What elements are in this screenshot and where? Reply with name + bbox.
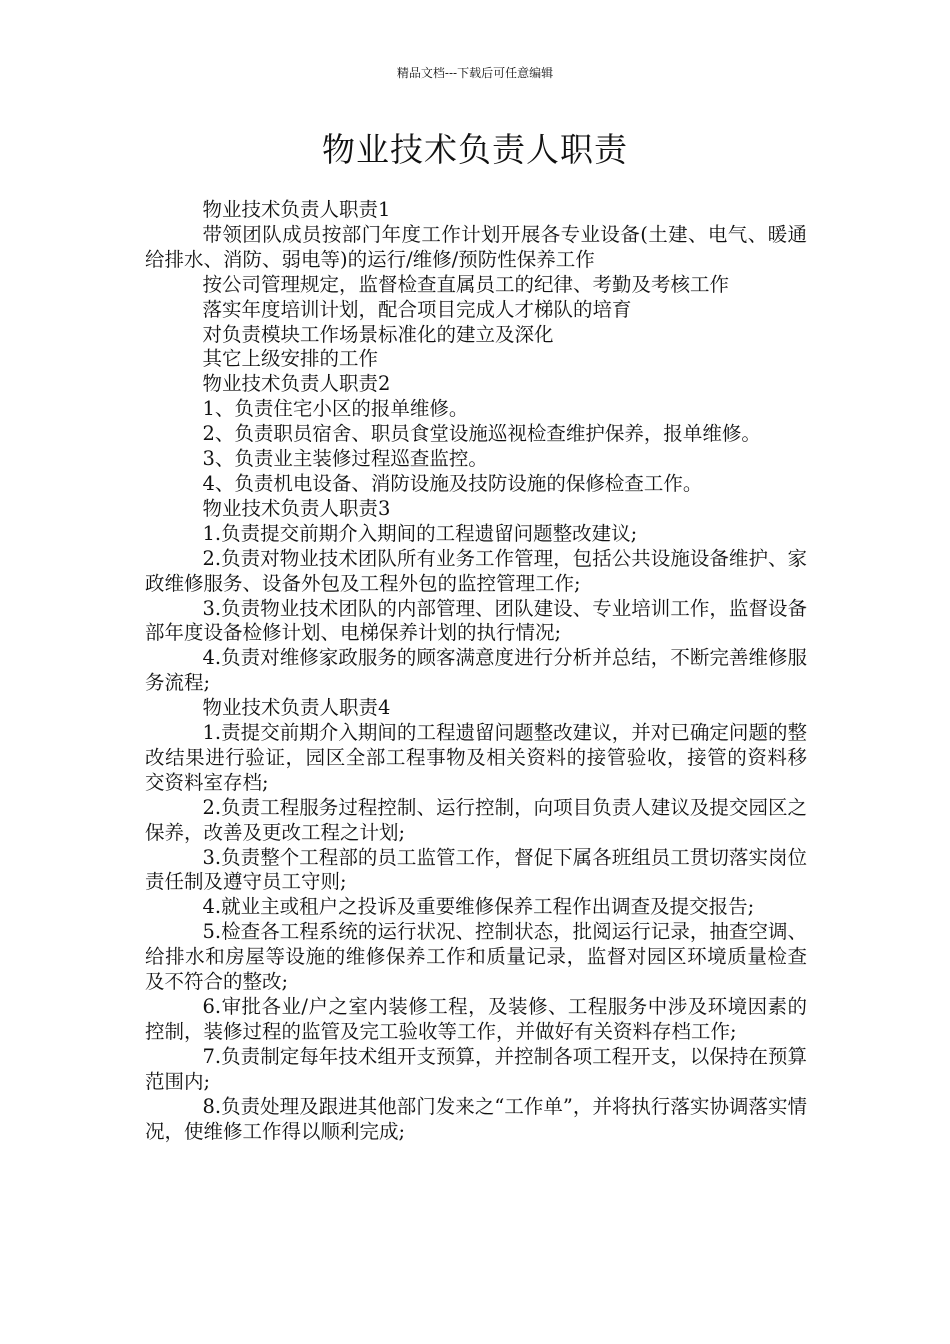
paragraph: 1、负责住宅小区的报单维修。 <box>202 397 469 421</box>
paragraph: 4.负责对维修家政服务的顾客满意度进行分析并总结，不断完善维修服务流程; <box>145 646 807 695</box>
paragraph: 1.责提交前期介入期间的工程遗留问题整改建议，并对已确定问题的整改结果进行验证，园区全部工程事物及相关资料的接管验收，接管的资料移交资料室存档; <box>145 721 807 794</box>
paragraph: 带领团队成员按部门年度工作计划开展各专业设备(土建、电气、暖通给排水、消防、弱电等)的运行/维修/预防性保养工作 <box>145 222 807 271</box>
paragraph: 3.负责整个工程部的员工监管工作，督促下属各班组员工贯切落实岗位责任制及遵守员工守则; <box>145 845 807 894</box>
paragraph: 对负责模块工作场景标准化的建立及深化 <box>202 322 554 346</box>
paragraph: 3.负责物业技术团队的内部管理、团队建设、专业培训工作，监督设备部年度设备检修计划、电梯保养计划的执行情况; <box>145 596 807 645</box>
paragraph: 其它上级安排的工作 <box>202 347 379 371</box>
paragraph: 2.负责工程服务过程控制、运行控制，向项目负责人建议及提交园区之保养，改善及更改工程之计划; <box>145 795 807 844</box>
paragraph: 8.负责处理及跟进其他部门发来之“工作单”，并将执行落实协调落实情况，使维修工作得以顺利完成; <box>145 1094 807 1143</box>
paragraph: 按公司管理规定，监督检查直属员工的纪律、考勤及考核工作 <box>202 272 730 296</box>
paragraph: 6.审批各业/户之室内装修工程，及装修、工程服务中涉及环境因素的控制，装修过程的监管及完工验收等工作，并做好有关资料存档工作; <box>145 995 807 1043</box>
page-header: 精品文档---下载后可任意编辑 <box>396 66 554 80</box>
section-heading-3: 物业技术负责人职责3 <box>202 496 391 520</box>
section-heading-2: 物业技术负责人职责2 <box>202 372 391 396</box>
document-title: 物业技术负责人职责 <box>322 130 628 169</box>
paragraph: 2.负责对物业技术团队所有业务工作管理，包括公共设施设备维护、家政维修服务、设备外包及工程外包的监控管理工作; <box>145 546 807 595</box>
paragraph: 4、负责机电设备、消防设施及技防设施的保修检查工作。 <box>202 471 703 495</box>
paragraph: 5.检查各工程系统的运行状况、控制状态，批阅运行记录，抽查空调、给排水和房屋等设施的维修保养工作和质量记录，监督对园区环境质量检查及不符合的整改; <box>145 920 807 994</box>
paragraph: 7.负责制定每年技术组开支预算，并控制各项工程开支，以保持在预算范围内; <box>145 1044 807 1093</box>
paragraph: 1.负责提交前期介入期间的工程遗留问题整改建议; <box>202 521 638 545</box>
paragraph: 4.就业主或租户之投诉及重要维修保养工程作出调查及提交报告; <box>202 895 755 919</box>
section-heading-1: 物业技术负责人职责1 <box>202 198 391 221</box>
document-body <box>145 198 807 1144</box>
paragraph: 落实年度培训计划，配合项目完成人才梯队的培育 <box>202 297 632 321</box>
paragraph: 3、负责业主装修过程巡查监控。 <box>202 447 488 471</box>
section-heading-4: 物业技术负责人职责4 <box>202 696 391 720</box>
paragraph: 2、负责职员宿舍、职员食堂设施巡视检查维护保养，报单维修。 <box>202 422 761 446</box>
